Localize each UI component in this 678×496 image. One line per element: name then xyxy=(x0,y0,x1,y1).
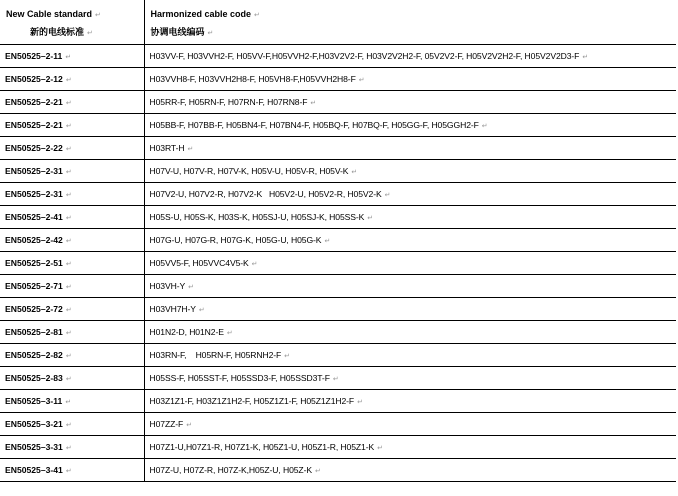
standard-text: EN50525–2-11 xyxy=(5,51,63,61)
table-row xyxy=(0,206,676,229)
code-cell xyxy=(144,298,676,321)
code-text: H03VV-F, H03VVH2-F, H05VV-F,H05VVH2-F,H03V2V2-F, H03V2V2H2-F, 05V2V2-F, H05V2V2H2-F, H05V2V2D3-F xyxy=(149,51,580,61)
code-cell xyxy=(144,275,676,298)
standard-text: EN50525–2-42 xyxy=(5,235,63,245)
code-text: H07V-U, H07V-R, H07V-K, H05V-U, H05V-R, H05V-K xyxy=(149,166,349,176)
paragraph-mark: ↵ xyxy=(284,353,290,360)
code-text: H01N2-D, H01N2-E xyxy=(149,327,224,337)
standard-text: EN50525–2-41 xyxy=(5,212,63,222)
paragraph-mark: ↵ xyxy=(314,468,321,475)
standard-cell xyxy=(0,183,144,206)
paragraph-mark: ↵ xyxy=(65,261,72,268)
table-body xyxy=(0,45,676,482)
standard-cell xyxy=(0,160,144,183)
table-row xyxy=(0,321,676,344)
paragraph-mark: ↵ xyxy=(65,284,72,291)
code-cell xyxy=(144,45,676,68)
code-cell xyxy=(144,413,676,436)
standard-cell xyxy=(0,321,144,344)
paragraph-mark: ↵ xyxy=(310,100,317,107)
paragraph-mark: ↵ xyxy=(65,307,72,314)
code-cell xyxy=(144,344,676,367)
paragraph-mark: ↵ xyxy=(65,330,72,337)
paragraph-mark: ↵ xyxy=(367,215,374,222)
standard-text: EN50525–2-72 xyxy=(5,304,63,314)
table-row xyxy=(0,298,676,321)
standard-cell xyxy=(0,114,144,137)
header-code-cn: 协调电线编码 xyxy=(150,27,205,37)
paragraph-mark: ↵ xyxy=(377,445,383,452)
standard-text: EN50525–2-22 xyxy=(5,143,63,153)
code-cell xyxy=(144,91,676,114)
standard-text: EN50525–2-21 xyxy=(5,97,63,107)
standard-cell xyxy=(0,45,144,68)
standard-cell xyxy=(0,275,144,298)
code-text: H07V2-U, H07V2-R, H07V2-K H05V2-U, H05V2-R, H05V2-K xyxy=(149,189,382,199)
paragraph-mark: ↵ xyxy=(332,376,339,383)
code-cell xyxy=(144,367,676,390)
standard-cell xyxy=(0,229,144,252)
code-text: H07Z-U, H07Z-R, H07Z-K,H05Z-U, H05Z-K xyxy=(149,465,312,475)
table-row xyxy=(0,459,676,482)
paragraph-mark: ↵ xyxy=(65,468,72,475)
code-text: H07G-U, H07G-R, H07G-K, H05G-U, H05G-K xyxy=(149,235,322,245)
table-row xyxy=(0,137,676,160)
standard-cell xyxy=(0,344,144,367)
paragraph-mark: ↵ xyxy=(251,261,258,268)
standard-cell xyxy=(0,367,144,390)
paragraph-mark: ↵ xyxy=(481,123,488,130)
standard-cell xyxy=(0,390,144,413)
standard-cell xyxy=(0,413,144,436)
standard-cell xyxy=(0,459,144,482)
paragraph-mark: ↵ xyxy=(226,330,233,337)
standard-text: EN50525–2-31 xyxy=(5,189,63,199)
code-text: H05BB-F, H07BB-F, H05BN4-F, H07BN4-F, H05BQ-F, H07BQ-F, H05GG-F, H05GGH2-F xyxy=(149,120,479,130)
standard-cell xyxy=(0,436,144,459)
header-code-en: Harmonized cable code xyxy=(150,9,252,19)
standard-text: EN50525–2-81 xyxy=(5,327,63,337)
code-cell xyxy=(144,321,676,344)
table-row xyxy=(0,367,676,390)
paragraph-mark: ↵ xyxy=(95,12,101,19)
table-row xyxy=(0,91,676,114)
standard-text: EN50525–3-41 xyxy=(5,465,63,475)
header-code xyxy=(144,0,676,45)
code-text: H03Z1Z1-F, H03Z1Z1H2-F, H05Z1Z1-F, H05Z1Z1H2-F xyxy=(149,396,355,406)
standard-text: EN50525–2-83 xyxy=(5,373,63,383)
paragraph-mark: ↵ xyxy=(324,238,331,245)
code-cell xyxy=(144,137,676,160)
standard-cell xyxy=(0,252,144,275)
paragraph-mark: ↵ xyxy=(65,422,72,429)
table-row xyxy=(0,183,676,206)
table-row xyxy=(0,68,676,91)
paragraph-mark: ↵ xyxy=(65,100,72,107)
standard-cell xyxy=(0,137,144,160)
paragraph-mark: ↵ xyxy=(65,146,72,153)
code-cell xyxy=(144,390,676,413)
standard-text: EN50525–3-21 xyxy=(5,419,63,429)
paragraph-mark: ↵ xyxy=(65,399,72,406)
standard-text: EN50525–3-11 xyxy=(5,396,63,406)
paragraph-mark: ↵ xyxy=(65,215,72,222)
paragraph-mark: ↵ xyxy=(254,12,260,19)
standard-text: EN50525–2-21 xyxy=(5,120,63,130)
table-row xyxy=(0,45,676,68)
code-text: H07Z1-U,H07Z1-R, H07Z1-K, H05Z1-U, H05Z1-R, H05Z1-K xyxy=(149,442,375,452)
code-cell xyxy=(144,183,676,206)
code-text: H03RN-F, H05RN-F, H05RNH2-F xyxy=(149,350,282,360)
standard-cell xyxy=(0,91,144,114)
standard-cell xyxy=(0,298,144,321)
standard-text: EN50525–2-82 xyxy=(5,350,63,360)
code-text: H05SS-F, H05SST-F, H05SSD3-F, H05SSD3T-F xyxy=(149,373,330,383)
standard-text: EN50525–3-31 xyxy=(5,442,63,452)
table-row xyxy=(0,160,676,183)
table-row xyxy=(0,413,676,436)
paragraph-mark: ↵ xyxy=(351,169,358,176)
paragraph-mark: ↵ xyxy=(198,307,205,314)
paragraph-mark: ↵ xyxy=(384,192,391,199)
paragraph-mark: ↵ xyxy=(65,123,72,130)
table-row xyxy=(0,114,676,137)
table-row xyxy=(0,436,676,459)
code-text: H03VVH8-F, H03VVH2H8-F, H05VH8-F,H05VVH2H8-F xyxy=(149,74,356,84)
paragraph-mark: ↵ xyxy=(65,376,72,383)
table-row xyxy=(0,275,676,298)
paragraph-mark: ↵ xyxy=(65,445,72,452)
paragraph-mark: ↵ xyxy=(65,54,72,61)
paragraph-mark: ↵ xyxy=(87,30,93,37)
paragraph-mark: ↵ xyxy=(207,30,214,37)
code-text: H05RR-F, H05RN-F, H07RN-F, H07RN8-F xyxy=(149,97,308,107)
table-header-row xyxy=(0,0,676,45)
standard-cell xyxy=(0,206,144,229)
table-row xyxy=(0,344,676,367)
code-cell xyxy=(144,160,676,183)
header-standard-en: New Cable standard xyxy=(6,9,93,19)
standard-text: EN50525–2-51 xyxy=(5,258,63,268)
paragraph-mark: ↵ xyxy=(187,146,194,153)
code-cell xyxy=(144,114,676,137)
paragraph-mark: ↵ xyxy=(188,284,194,291)
code-text: H07ZZ-F xyxy=(149,419,184,429)
code-text: H05S-U, H05S-K, H03S-K, H05SJ-U, H05SJ-K, H05SS-K xyxy=(149,212,365,222)
header-standard-cn: 新的电线标准 xyxy=(30,27,85,37)
code-cell xyxy=(144,252,676,275)
paragraph-mark: ↵ xyxy=(582,54,589,61)
code-text: H03VH7H-Y xyxy=(149,304,196,314)
code-cell xyxy=(144,459,676,482)
code-cell xyxy=(144,229,676,252)
standard-cell xyxy=(0,68,144,91)
code-cell xyxy=(144,206,676,229)
paragraph-mark: ↵ xyxy=(65,77,72,84)
standard-text: EN50525–2-31 xyxy=(5,166,63,176)
code-text: H05VV5-F, H05VVC4V5-K xyxy=(149,258,249,268)
paragraph-mark: ↵ xyxy=(357,399,363,406)
code-text: H03RT-H xyxy=(149,143,185,153)
table-row xyxy=(0,390,676,413)
paragraph-mark: ↵ xyxy=(65,238,72,245)
standard-text: EN50525–2-71 xyxy=(5,281,63,291)
code-cell xyxy=(144,68,676,91)
code-cell xyxy=(144,436,676,459)
paragraph-mark: ↵ xyxy=(186,422,192,429)
standard-text: EN50525–2-12 xyxy=(5,74,63,84)
table-row xyxy=(0,252,676,275)
paragraph-mark: ↵ xyxy=(65,169,72,176)
paragraph-mark: ↵ xyxy=(65,353,72,360)
table-row xyxy=(0,229,676,252)
paragraph-mark: ↵ xyxy=(65,192,72,199)
header-standard xyxy=(0,0,144,45)
code-text: H03VH-Y xyxy=(149,281,186,291)
paragraph-mark: ↵ xyxy=(358,77,365,84)
